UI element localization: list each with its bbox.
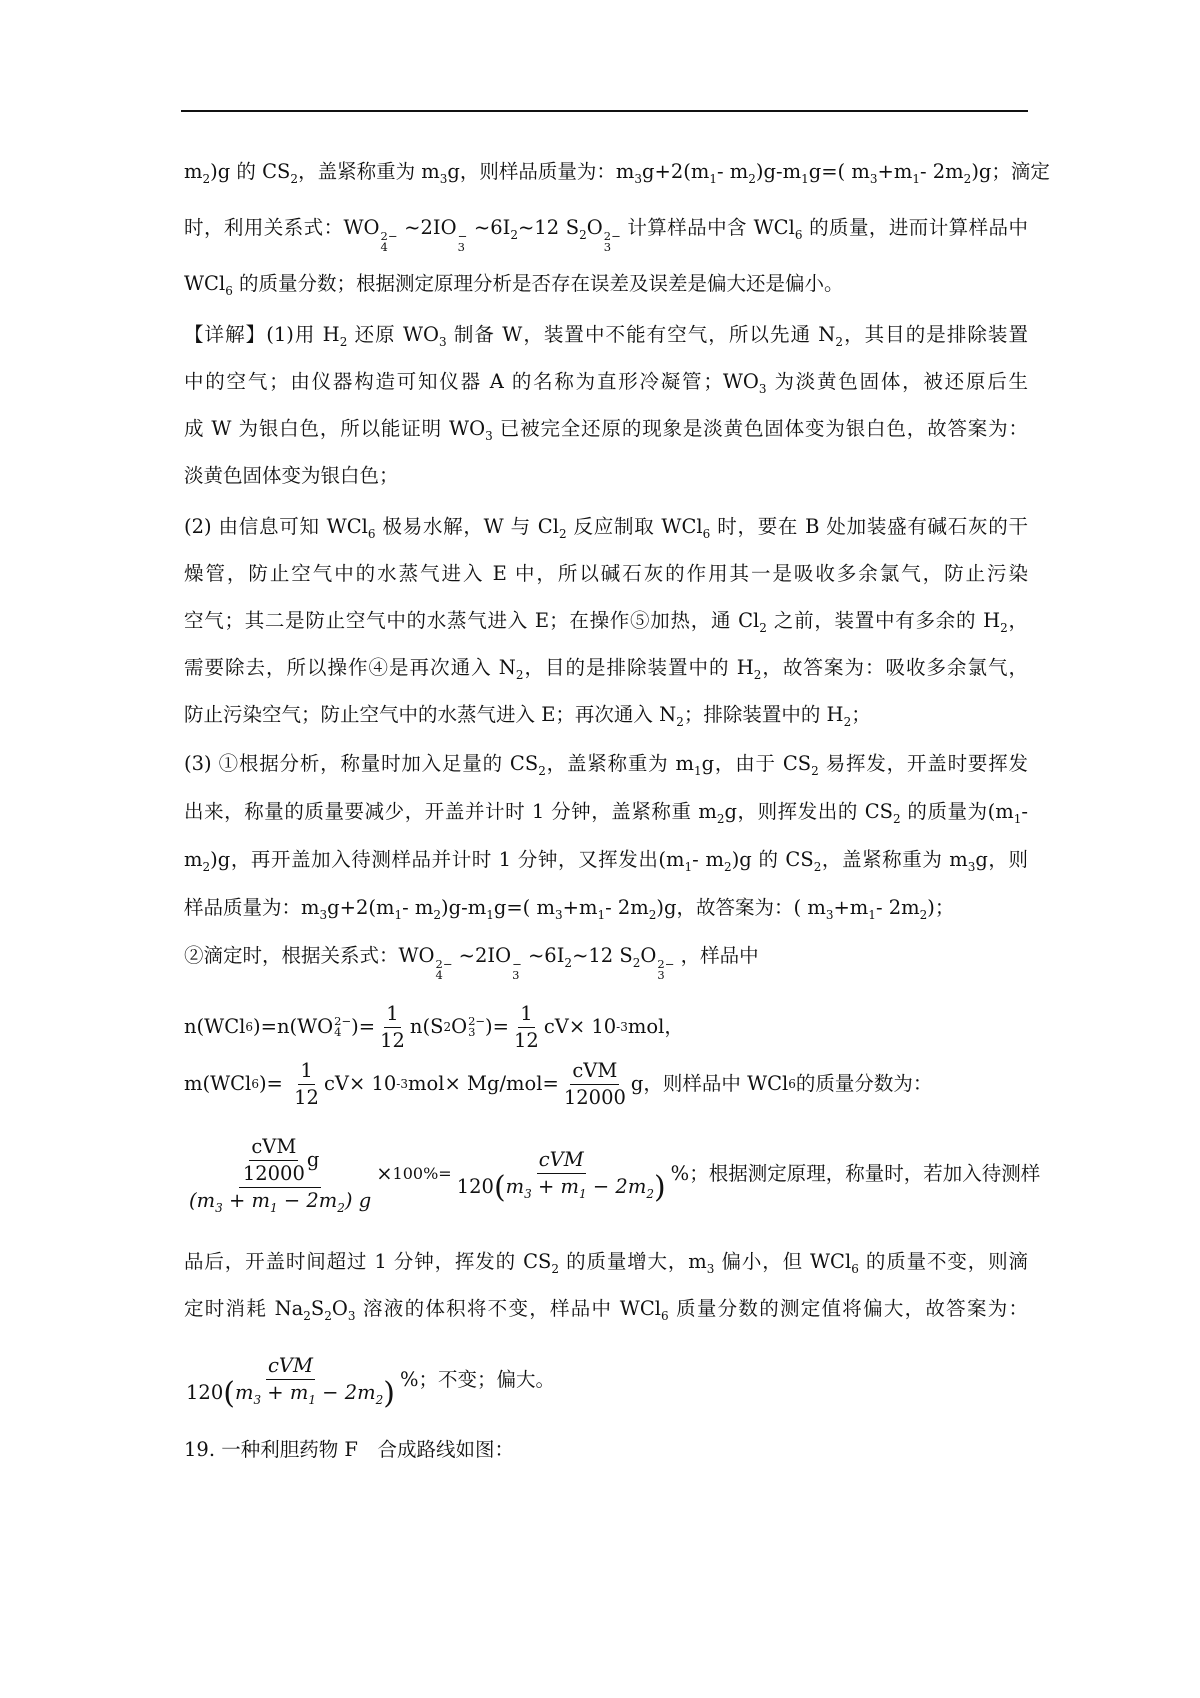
text-line: 时，利用关系式：WO 2− 4 ~2IO − 3 $\sim 6I_2\sim 12$ $S_2O$ 2− 3 计算样品中含 WCl$_6$ 的质量，进而计算样品中 [184, 216, 1028, 254]
answer-formula-line: $\frac{\text{cVM}}{120(m_3 + m_1 - 2m_2)}$ %；不变；偏大。 [186, 1354, 555, 1411]
header-rule [181, 110, 1028, 112]
text-line: 中的空气；由仪器构造可知仪器 A 的名称为直形冷凝管；$WO_3$ 为淡黄色固体，被还原后生 [184, 370, 1029, 396]
text-line: 定时消耗 $Na_2S_2O_3$ 溶液的体积将不变，样品中 WCl$_6$ 质量分数的测定值将偏大，故答案为： [184, 1297, 1028, 1323]
question-19-heading: 19. 一种利胆药物 F 合成路线如图： [184, 1438, 514, 1461]
text-line: (2) 由信息可知 WCl$_6$ 极易水解，W 与 $Cl_2$ 反应制取 WCl$_6$ 时，要在 B 处加装盛有碱石灰的干 [184, 515, 1029, 541]
text-line: 【详解】(1)用 $H_2$ 还原 $WO_3$ 制备 W，装置中不能有空气，所以先通 $N_2$，其目的是排除装置 [184, 323, 1028, 349]
formula-line-fraction: $\frac{\text{cVM}}{12000}$ g $(m_3 + m_1 - 2m_2)$ g × 100%= $\frac{\text{cVM}}{120(m_3 + m_1 - 2m_2)}$ %；根据测定原理，称量时，若加入待测样 [189, 1135, 1041, 1215]
text-line: $m_2)g$，再开盖加入待测样品并计时 1 分钟，又挥发出($m_1-$ $m_2)g$ 的 $CS_2$，盖紧称重为 $m_3g$，则 [184, 848, 1028, 874]
text-line: $m_2)g$ 的 $CS_2$，盖紧称重为 $m_3g$，则样品质量为：$m_3g+2(m_1-$ $m_2)g-m_1g=$( $m_3+m_1-$ $2m_2)g$；滴定 [184, 160, 1050, 186]
text-line: 样品质量为：$m_3g+2(m_1-$ $m_2)g-m_1g=$( $m_3+m_1-$ $2m_2)g$，故答案为：( $m_3+m_1-$ $2m_2$)； [184, 896, 955, 922]
text-line: 燥管，防止空气中的水蒸气进入 E 中，所以碱石灰的作用其一是吸收多余氯气，防止污染 [184, 562, 1028, 585]
text-line: WCl$_6$ 的质量分数；根据测定原理分析是否存在误差及误差是偏大还是偏小。 [184, 272, 844, 298]
text-line: 成 W 为银白色，所以能证明 $WO_3$ 已被完全还原的现象是淡黄色固体变为银白色，故答案为： [184, 417, 1028, 443]
formula-line-n: n(WCl 6 )=n(WO 2− 4 )= $\frac{1}{12}$ n(S 2 O 2− 3 )= $\frac{1}{12}$ cV× 10 -3 mol， [184, 1001, 684, 1052]
text-line: (3) ①根据分析，称量时加入足量的 $CS_2$，盖紧称重为 $m_1g$，由于 $CS_2$ 易挥发，开盖时要挥发 [184, 752, 1028, 778]
text-line: ②滴定时，根据关系式：WO 2− 4 ~2IO − 3 $\sim 6I_2\sim 12$ $S_2O$ 2− 3 ，样品中 [184, 944, 759, 982]
text-line: 需要除去，所以操作④是再次通入 $N_2$，目的是排除装置中的 $H_2$，故答案为：吸收多余氯气， [184, 656, 1028, 682]
text-line: 品后，开盖时间超过 1 分钟，挥发的 $CS_2$ 的质量增大，$m_3$ 偏小，但 WCl$_6$ 的质量不变，则滴 [184, 1250, 1028, 1276]
text-line: 淡黄色固体变为银白色； [184, 464, 399, 487]
text-line: 出来，称量的质量要减少，开盖并计时 1 分钟，盖紧称重 $m_2g$，则挥发出的 $CS_2$ 的质量为($m_1-$ [184, 800, 1028, 826]
text-line: 防止污染空气；防止空气中的水蒸气进入 E；再次通入 $N_2$；排除装置中的 $H_2$； [184, 703, 871, 729]
text-line: 空气；其二是防止空气中的水蒸气进入 E；在操作⑤加热，通 $Cl_2$ 之前，装置中有多余的 $H_2$， [184, 609, 1028, 635]
formula-line-m: m(WCl 6 )= $\frac{1}{12}$ cV× 10 -3 mol× Mg/mol= $\frac{\text{cVM}}{12000}$ g，则样品中 WCl 6 的质量分数为： [184, 1058, 933, 1109]
